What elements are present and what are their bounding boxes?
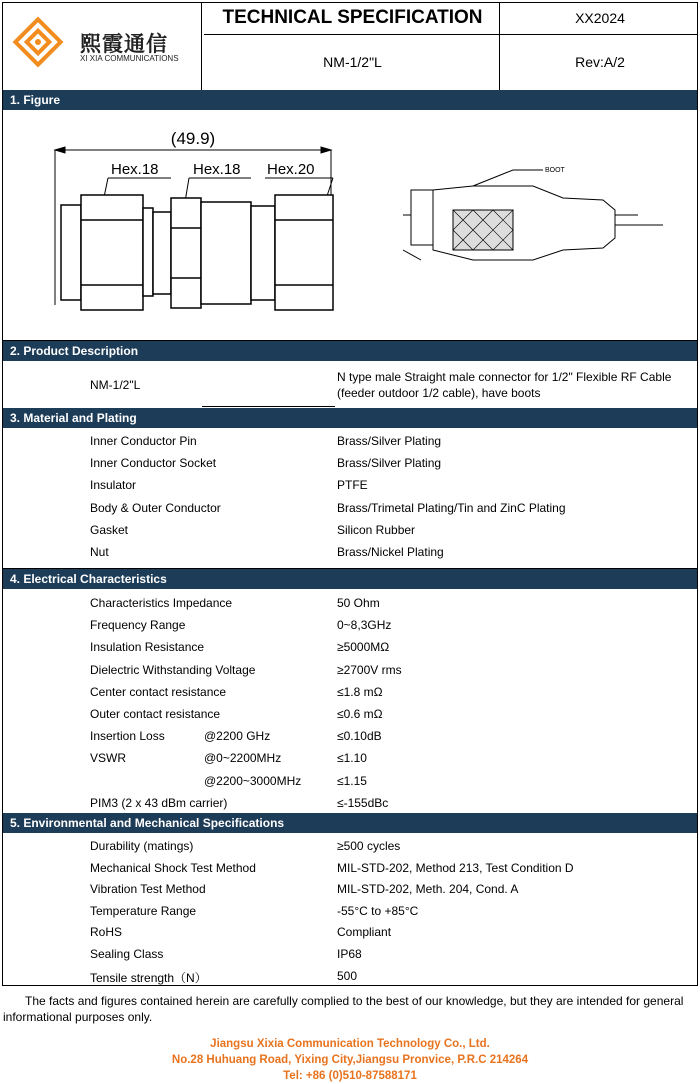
row-value: ≥500 cycles: [337, 839, 401, 853]
document-code: XX2024: [575, 10, 625, 26]
row-value: ≤1.8 mΩ: [337, 684, 383, 699]
row-label: Insulator: [90, 478, 137, 493]
row-value: MIL-STD-202, Meth. 204, Cond. A: [337, 882, 519, 897]
document-header: [2, 2, 698, 90]
section-product-title: 2. Product Description: [3, 341, 697, 361]
row-value: Brass/Nickel Plating: [337, 545, 444, 559]
logo-chinese-name: 熙霞通信: [80, 32, 168, 56]
row-condition: @2200~3000MHz: [204, 773, 302, 788]
row-value: 0~8,3GHz: [337, 618, 392, 633]
hex-label-3: Hex.20: [267, 161, 315, 178]
section-environmental-title: 5. Environmental and Mechanical Specifications: [3, 813, 697, 833]
row-label: Characteristics Impedance: [90, 596, 233, 610]
row-value: Silicon Rubber: [337, 522, 416, 537]
row-label: Dielectric Withstanding Voltage: [90, 662, 256, 677]
row-label: Center contact resistance: [90, 684, 227, 699]
product-model: NM-1/2"L: [90, 378, 141, 392]
footer-tel: Tel: +86 (0)510-87588171: [283, 1070, 417, 1082]
row-condition: @0~2200MHz: [204, 751, 282, 766]
row-label: Inner Conductor Pin: [90, 434, 197, 448]
row-value: ≥2700V rms: [337, 662, 402, 677]
row-value: ≤-155dBc: [337, 795, 389, 810]
row-value: Brass/Silver Plating: [337, 434, 442, 448]
footer-address: No.28 Huhuang Road, Yixing City,Jiangsu Pronvice, P.R.C 214264: [171, 1054, 529, 1066]
row-value: ≤1.10: [337, 751, 367, 766]
row-label: Insulation Resistance: [90, 640, 205, 655]
row-value: PTFE: [337, 478, 368, 493]
row-label: Frequency Range: [90, 618, 186, 633]
footer-company: Jiangsu Xixia Communication Technology Co., Ltd.: [210, 1038, 490, 1050]
row-value: Compliant: [337, 925, 392, 940]
hex-label-2: Hex.18: [193, 161, 241, 178]
logo-english-name: XI XIA COMMUNICATIONS: [80, 54, 179, 63]
row-value: MIL-STD-202, Method 213, Test Condition D: [337, 860, 574, 875]
hex-label-1: Hex.18: [111, 161, 159, 178]
row-value: IP68: [337, 947, 362, 961]
row-value: ≤0.10dB: [337, 729, 382, 744]
row-label: Temperature Range: [90, 903, 197, 918]
row-label: Insertion Loss: [90, 729, 165, 744]
row-value: ≤0.6 mΩ: [337, 707, 383, 721]
row-label: Outer contact resistance: [90, 707, 221, 721]
row-value: Brass/Silver Plating: [337, 456, 442, 471]
document-title: TECHNICAL SPECIFICATION: [222, 7, 483, 28]
section-figure-title: 1. Figure: [3, 90, 697, 110]
connector-drawing: [3, 110, 697, 340]
product-description: N type male Straight male connector for 1/2" Flexible RF Cable (feeder outdoor 1/2 cable), have boots: [337, 370, 672, 400]
model-number: NM-1/2"L: [323, 54, 382, 70]
row-label: Sealing Class: [90, 947, 164, 961]
row-value: Brass/Trimetal Plating/Tin and ZinC Plating: [337, 500, 566, 515]
revision: Rev:A/2: [575, 54, 625, 70]
row-label: Mechanical Shock Test Method: [90, 860, 256, 875]
section-electrical-title: 4. Electrical Characteristics: [3, 569, 697, 589]
row-value: -55°C to +85°C: [337, 903, 419, 918]
row-value: 50 Ohm: [337, 596, 380, 610]
row-label: Nut: [90, 545, 109, 559]
row-value: ≤1.15: [337, 773, 367, 788]
row-label: Tensile strength（N）: [90, 970, 207, 985]
company-logo: [12, 16, 64, 68]
row-label: Body & Outer Conductor: [90, 500, 221, 515]
row-label: PIM3 (2 x 43 dBm carrier): [90, 795, 228, 810]
row-label: Vibration Test Method: [90, 882, 206, 897]
boot-label: BOOT: [545, 167, 565, 174]
row-label: Gasket: [90, 522, 129, 537]
section-material-title: 3. Material and Plating: [3, 408, 697, 428]
row-label: Durability (matings): [90, 839, 194, 853]
row-label: Inner Conductor Socket: [90, 456, 217, 471]
row-condition: @2200 GHz: [204, 729, 271, 744]
disclaimer-note: The facts and figures contained herein are carefully complied to the best of our knowledge, but they are intended for general informational purposes only.: [3, 994, 684, 1024]
row-value: 500: [337, 968, 358, 983]
row-label: RoHS: [90, 925, 123, 940]
row-label: VSWR: [90, 751, 126, 766]
overall-length-dim: (49.9): [170, 129, 216, 148]
row-value: ≥5000MΩ: [337, 640, 390, 655]
